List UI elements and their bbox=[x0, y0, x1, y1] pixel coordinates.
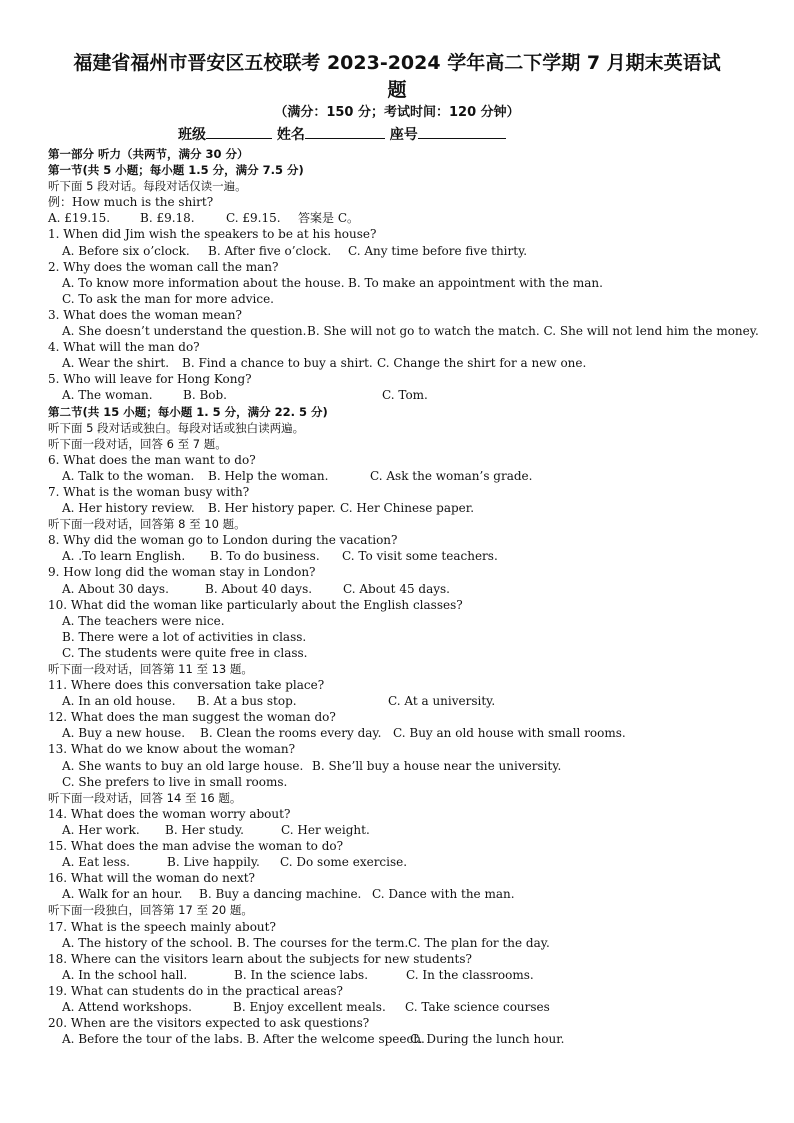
question-text: 9. How long did the woman stay in London? bbox=[48, 565, 316, 580]
answer-option: C. The plan for the day. bbox=[408, 935, 550, 950]
answer-option: A. To know more information about the house. bbox=[62, 275, 345, 290]
options-line bbox=[48, 758, 758, 774]
question-text: 16. What will the woman do next? bbox=[48, 871, 255, 886]
answer-option: B. There were a lot of activities in class. bbox=[62, 629, 307, 644]
answer-option: C. Do some exercise. bbox=[280, 855, 408, 870]
answer-option: C. In the classrooms. bbox=[406, 967, 534, 982]
answer-option: A. She wants to buy an old large house. bbox=[62, 758, 304, 773]
student-info-fields bbox=[178, 124, 506, 145]
answer-option: C. Her Chinese paper. bbox=[340, 501, 475, 516]
example-answer: 答案是 C。 bbox=[298, 211, 359, 226]
example-option: A. £19.15. bbox=[48, 211, 111, 226]
answer-option: B. Enjoy excellent meals. bbox=[233, 999, 386, 1014]
answer-option: B. Her study. bbox=[165, 822, 244, 837]
options-line bbox=[48, 548, 758, 564]
options-line bbox=[48, 468, 758, 484]
section1-heading: 第一节(共 5 小题；每小题 1.5 分，满分 7.5 分) bbox=[48, 163, 304, 178]
question-text: 11. Where does this conversation take place? bbox=[48, 678, 325, 693]
answer-option: A. Before six o’clock. bbox=[62, 243, 190, 258]
answer-option: A. In an old house. bbox=[62, 694, 176, 709]
group-intro: 听下面一段独白，回答第 17 至 20 题。 bbox=[48, 903, 253, 918]
answer-option: C. To visit some teachers. bbox=[342, 549, 498, 564]
answer-option: C. She prefers to live in small rooms. bbox=[62, 774, 288, 789]
question-text: 19. What can students do in the practical areas? bbox=[48, 983, 343, 998]
question-text: 20. When are the visitors expected to ask questions? bbox=[48, 1016, 370, 1031]
part1-heading: 第一部分 听力（共两节，满分 30 分） bbox=[48, 147, 249, 161]
answer-option: C. The students were quite free in class. bbox=[62, 645, 308, 660]
answer-option: B. The courses for the term. bbox=[237, 935, 409, 950]
answer-option: B. Help the woman. bbox=[208, 468, 329, 483]
section1-instruction: 听下面 5 段对话。每段对话仅读一遍。 bbox=[48, 179, 247, 194]
answer-option: C. To ask the man for more advice. bbox=[62, 291, 274, 306]
question-group bbox=[48, 532, 758, 661]
options-line bbox=[48, 967, 758, 983]
options-line bbox=[48, 500, 758, 516]
answer-option: C. Dance with the man. bbox=[372, 887, 515, 902]
exam-body bbox=[48, 146, 758, 1047]
answer-option: B. Find a chance to buy a shirt. bbox=[182, 356, 373, 371]
question-text: 10. What did the woman like particularly about the English classes? bbox=[48, 597, 463, 612]
question-text: 7. What is the woman busy with? bbox=[48, 484, 250, 499]
options-line bbox=[48, 355, 758, 371]
answer-option: A. Wear the shirt. bbox=[62, 356, 170, 371]
options-line bbox=[48, 581, 758, 597]
question-text: 12. What does the man suggest the woman do? bbox=[48, 710, 336, 725]
options-line bbox=[48, 323, 758, 339]
options-line bbox=[48, 629, 758, 645]
question-group bbox=[48, 677, 758, 790]
answer-option: A. The teachers were nice. bbox=[62, 613, 225, 628]
answer-option: A. Talk to the woman. bbox=[62, 468, 195, 483]
question-text: 4. What will the man do? bbox=[48, 340, 200, 355]
example-option: C. £9.15. bbox=[226, 211, 281, 226]
section2-heading: 第二节(共 15 小题；每小题 1. 5 分，满分 22. 5 分) bbox=[48, 404, 328, 419]
answer-option: A. Before the tour of the labs. B. After the welcome speech. bbox=[62, 1032, 425, 1047]
answer-option: B. Bob. bbox=[183, 388, 227, 403]
question-text: 13. What do we know about the woman? bbox=[48, 742, 296, 757]
question-text: 5. Who will leave for Hong Kong? bbox=[48, 372, 252, 387]
answer-option: C. Her weight. bbox=[281, 822, 370, 837]
answer-option: B. She’ll buy a house near the university. bbox=[312, 758, 562, 773]
options-line bbox=[48, 387, 758, 403]
group-intro: 听下面一段对话，回答第 8 至 10 题。 bbox=[48, 517, 246, 532]
question-text: 18. Where can the visitors learn about the subjects for new students? bbox=[48, 951, 472, 966]
answer-option: C. About 45 days. bbox=[343, 581, 450, 596]
question-text: 8. Why did the woman go to London during the vacation? bbox=[48, 533, 398, 548]
answer-option: B. To make an appointment with the man. bbox=[348, 275, 603, 290]
group-intro: 听下面一段对话，回答第 11 至 13 题。 bbox=[48, 662, 253, 676]
section1-questions bbox=[48, 226, 758, 403]
answer-option: B. Clean the rooms every day. bbox=[200, 726, 382, 741]
answer-option: A. Attend workshops. bbox=[62, 999, 192, 1014]
example-options bbox=[48, 210, 758, 226]
answer-option: C. Buy an old house with small rooms. bbox=[393, 726, 626, 741]
question-text: 6. What does the man want to do? bbox=[48, 452, 256, 467]
question-text: 1. When did Jim wish the speakers to be at his house? bbox=[48, 227, 377, 242]
answer-option: A. About 30 days. bbox=[62, 581, 169, 596]
answer-option: A. Her history review. bbox=[62, 501, 195, 516]
group-intro: 听下面一段对话，回答 14 至 16 题。 bbox=[48, 790, 242, 805]
question-text: 2. Why does the woman call the man? bbox=[48, 259, 279, 274]
options-line bbox=[48, 693, 758, 709]
answer-option: A. The history of the school. bbox=[62, 935, 233, 950]
question-text: 3. What does the woman mean? bbox=[48, 307, 242, 322]
answer-option: A. Her work. bbox=[62, 822, 140, 837]
answer-option: B. About 40 days. bbox=[205, 581, 313, 596]
section2-groups bbox=[48, 436, 758, 1048]
answer-option: A. In the school hall. bbox=[62, 967, 188, 982]
answer-option: C. Tom. bbox=[382, 388, 428, 403]
question-group bbox=[48, 919, 758, 1048]
example-option: B. £9.18. bbox=[140, 211, 195, 226]
answer-option: C. Take science courses bbox=[405, 999, 550, 1014]
options-line bbox=[48, 822, 758, 838]
group-intro: 听下面一段对话，回答 6 至 7 题。 bbox=[48, 436, 227, 451]
question-text: 17. What is the speech mainly about? bbox=[48, 919, 276, 934]
class-label: 班级 bbox=[178, 127, 206, 143]
exam-title-line2: 题 bbox=[387, 79, 407, 101]
answer-option: B. In the science labs. bbox=[234, 967, 369, 982]
answer-option: B. She will not go to watch the match. C. She will not lend him the money. bbox=[307, 324, 759, 339]
options-line bbox=[48, 999, 758, 1015]
options-line bbox=[48, 854, 758, 870]
options-line bbox=[48, 291, 758, 307]
answer-option: B. After five o’clock. bbox=[208, 243, 332, 258]
name-blank[interactable] bbox=[305, 124, 385, 139]
answer-option: C. At a university. bbox=[388, 694, 496, 709]
question-group bbox=[48, 806, 758, 903]
answer-option: C. During the lunch hour. bbox=[410, 1032, 565, 1047]
answer-option: A. .To learn English. bbox=[62, 549, 186, 564]
answer-option: C. Ask the woman’s grade. bbox=[370, 468, 533, 483]
options-line bbox=[48, 613, 758, 629]
answer-option: A. The woman. bbox=[62, 388, 153, 403]
score-info: （满分：150 分；考试时间：120 分钟） bbox=[274, 105, 520, 120]
exam-title-line1: 福建省福州市晋安区五校联考 2023-2024 学年高二下学期 7 月期末英语试 bbox=[73, 52, 721, 74]
section2-instruction: 听下面 5 段对话或独白。每段对话或独白读两遍。 bbox=[48, 420, 305, 435]
name-label: 姓名 bbox=[276, 127, 305, 143]
answer-option: A. Walk for an hour. bbox=[62, 887, 183, 902]
answer-option: A. Eat less. bbox=[62, 855, 130, 870]
options-line bbox=[48, 725, 758, 741]
question-group bbox=[48, 452, 758, 516]
options-line bbox=[48, 645, 758, 661]
answer-option: B. At a bus stop. bbox=[197, 694, 297, 709]
options-line bbox=[48, 886, 758, 902]
seat-label: 座号 bbox=[389, 127, 418, 143]
answer-option: B. To do business. bbox=[210, 549, 320, 564]
options-line bbox=[48, 275, 758, 291]
answer-option: C. Change the shirt for a new one. bbox=[377, 356, 587, 371]
question-text: 15. What does the man advise the woman to do? bbox=[48, 839, 344, 854]
options-line bbox=[48, 243, 758, 259]
options-line bbox=[48, 774, 758, 790]
answer-option: A. She doesn’t understand the question. bbox=[62, 324, 307, 339]
answer-option: B. Her history paper. bbox=[208, 501, 336, 516]
question-text: 14. What does the woman worry about? bbox=[48, 806, 291, 821]
seat-blank[interactable] bbox=[418, 124, 506, 139]
answer-option: B. Buy a dancing machine. bbox=[199, 887, 362, 902]
example-question: 例：How much is the shirt? bbox=[48, 195, 214, 210]
options-line bbox=[48, 935, 758, 951]
answer-option: A. Buy a new house. bbox=[62, 726, 186, 741]
answer-option: B. Live happily. bbox=[167, 855, 260, 870]
class-blank[interactable] bbox=[206, 124, 272, 139]
options-line bbox=[48, 1031, 758, 1047]
answer-option: C. Any time before five thirty. bbox=[348, 243, 528, 258]
